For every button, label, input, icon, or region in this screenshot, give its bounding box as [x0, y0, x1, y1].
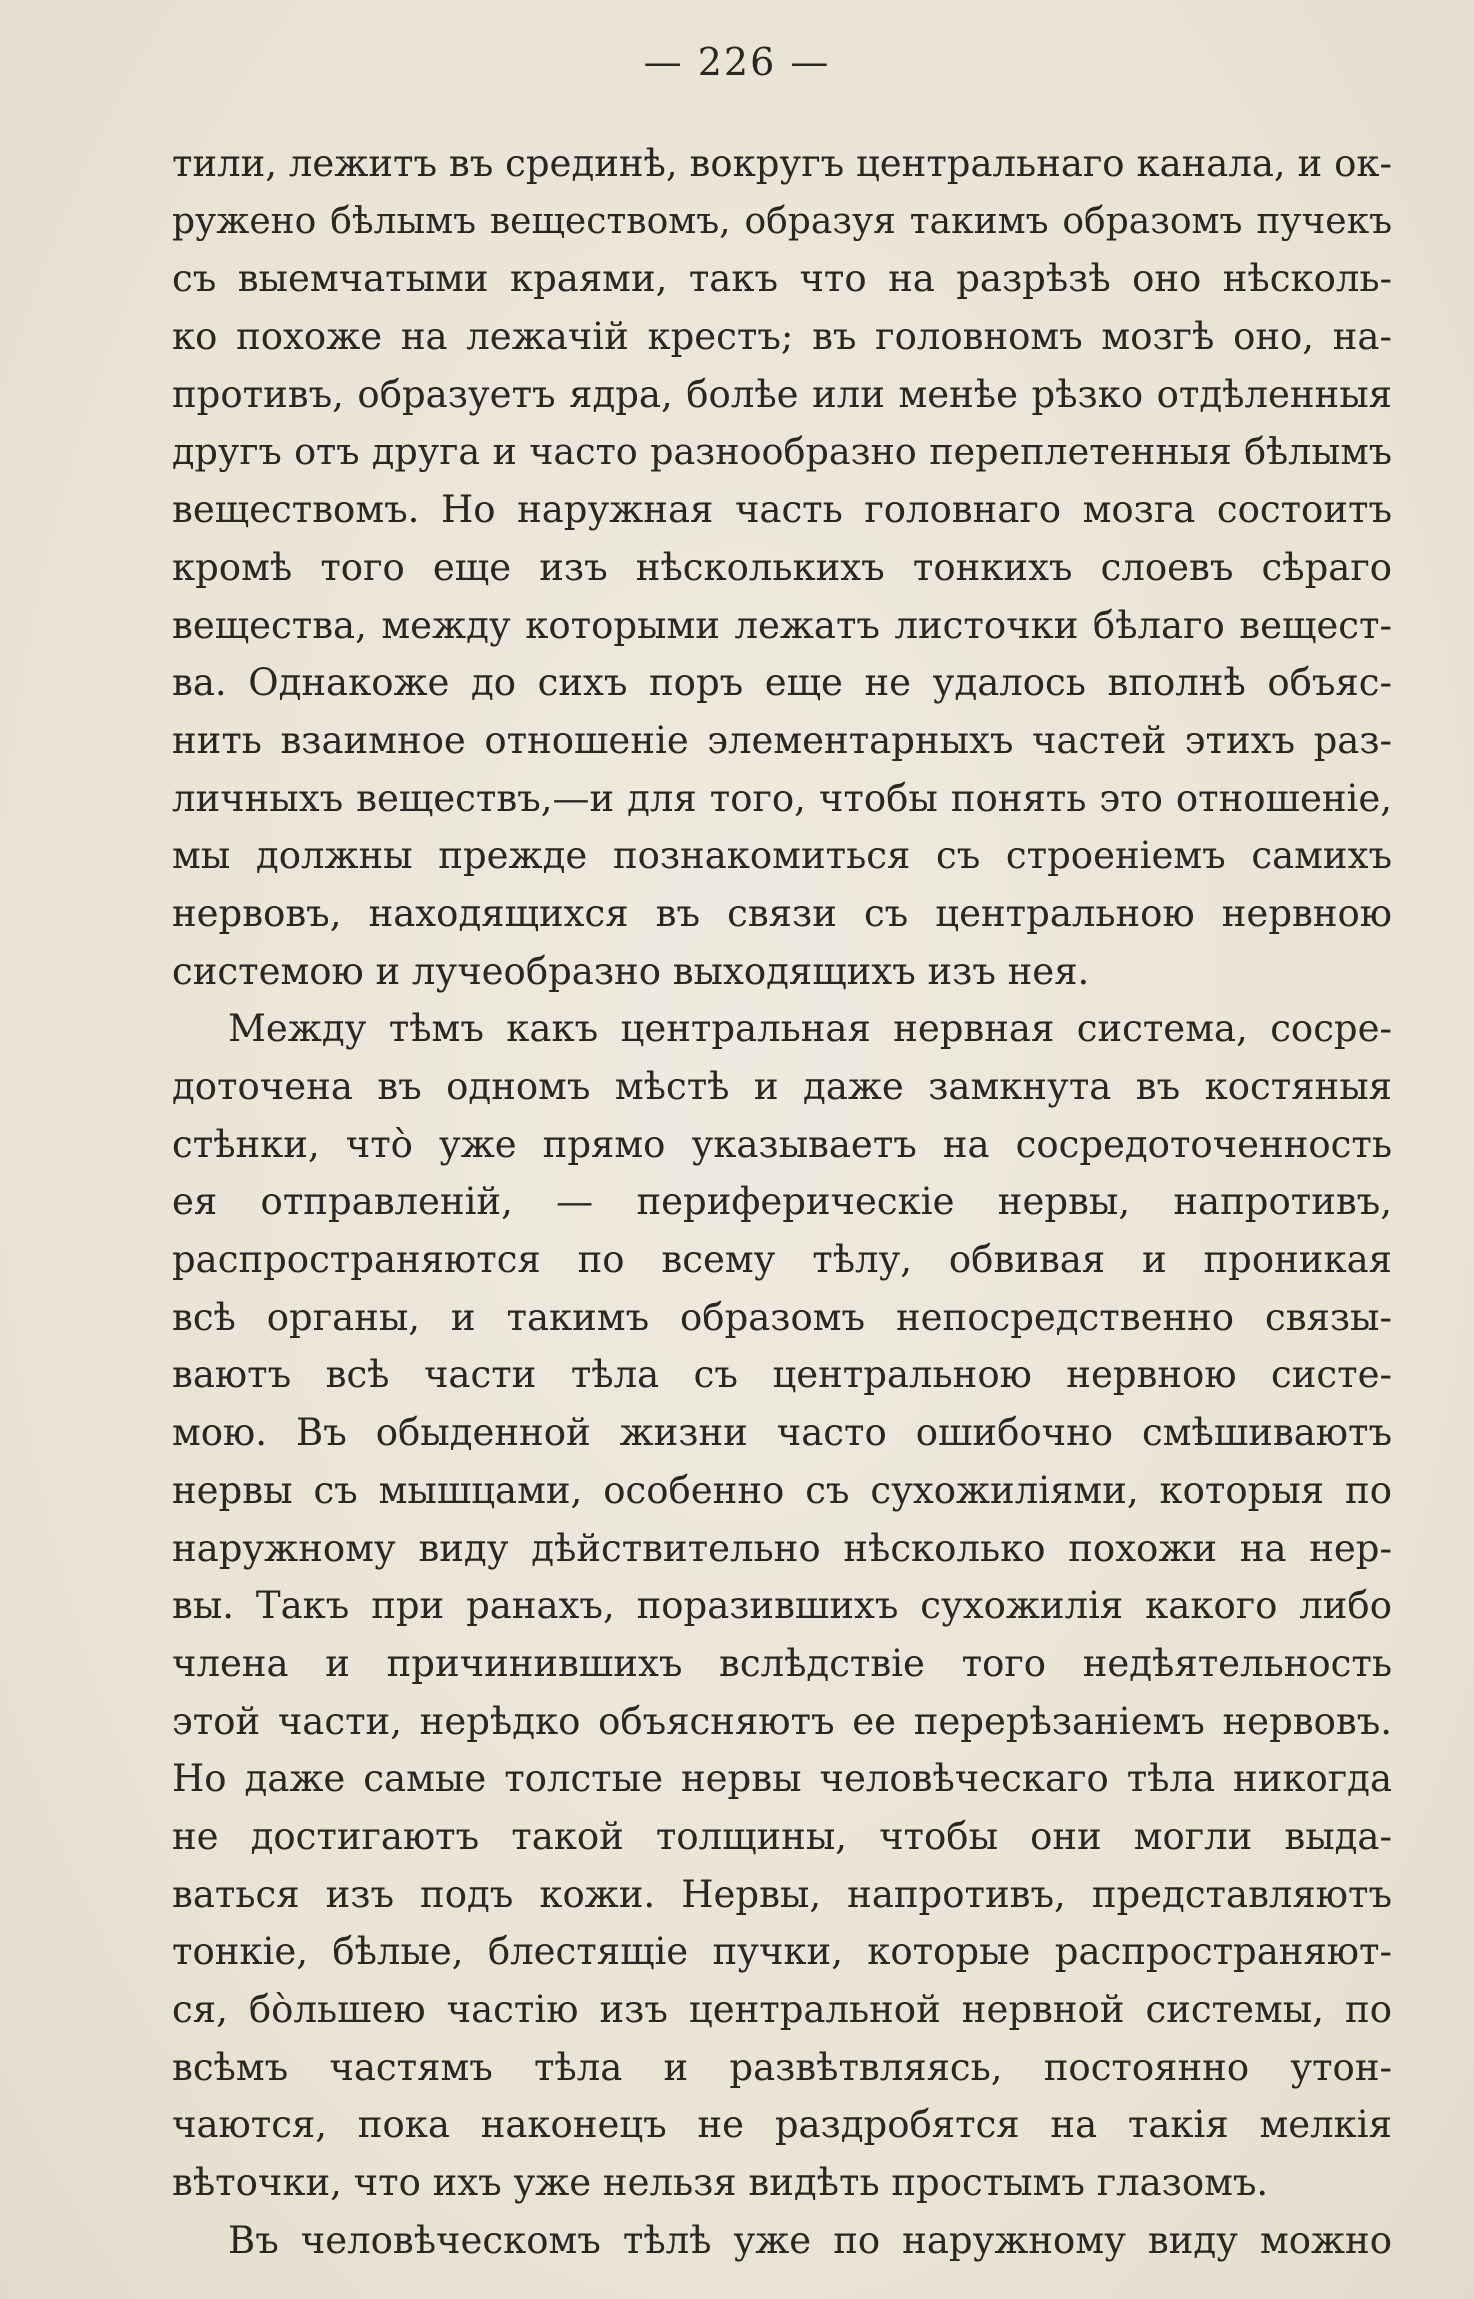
text-line: Между тѣмъ какъ центральная нервная система, сосре-	[228, 1007, 1392, 1051]
text-line: члена и причинившихъ вслѣдствіе того недѣятельность	[172, 1641, 1392, 1685]
text-line: Въ человѣческомъ тѣлѣ уже по наружному виду можно	[228, 2218, 1392, 2262]
text-line: распространяются по всему тѣлу, обвивая и проникая	[172, 1238, 1392, 1282]
text-line: чаются, пока наконецъ не раздробятся на такія мелкія	[172, 2103, 1392, 2147]
body-text	[172, 135, 1392, 2269]
text-line: мою. Въ обыденной жизни часто ошибочно смѣшиваютъ	[172, 1411, 1392, 1455]
text-line: ко похоже на лежачій крестъ; въ головномъ мозгѣ оно, на-	[172, 315, 1392, 359]
text-line: ваютъ всѣ части тѣла съ центральною нервною систе-	[172, 1353, 1392, 1397]
text-line: не достигаютъ такой толщины, чтобы они могли выда-	[172, 1814, 1392, 1858]
text-line: личныхъ веществъ,—и для того, чтобы понять это отношеніе,	[172, 776, 1392, 820]
text-line: этой части, нерѣдко объясняютъ ее перерѣзаніемъ нервовъ.	[172, 1699, 1392, 1743]
page-number: — 226 —	[643, 40, 831, 84]
text-line: системою и лучеобразно выходящихъ изъ нея.	[172, 949, 1090, 993]
text-line: нить взаимное отношеніе элементарныхъ частей этихъ раз-	[172, 718, 1392, 762]
text-line: вѣточки, что ихъ уже нельзя видѣть простымъ глазомъ.	[172, 2161, 1269, 2205]
text-line: нервовъ, находящихся въ связи съ центральною нервною	[172, 891, 1392, 935]
text-line: стѣнки, что̀ уже прямо указываетъ на сосредоточенность	[172, 1122, 1392, 1166]
text-line: тили, лежитъ въ срединѣ, вокругъ центральнаго канала, и ок-	[172, 142, 1392, 185]
text-line: ва. Однакоже до сихъ поръ еще не удалось вполнѣ объяс-	[172, 661, 1392, 705]
text-line: вещества, между которыми лежатъ листочки бѣлаго вещест-	[172, 603, 1392, 647]
text-line: съ выемчатыми краями, такъ что на разрѣзѣ оно нѣсколь-	[172, 257, 1392, 301]
text-line: ея отправленій, — периферическіе нервы, напротивъ,	[172, 1180, 1392, 1224]
text-line: наружному виду дѣйствительно нѣсколько похожи на нер-	[172, 1526, 1392, 1570]
text-line: ваться изъ подъ кожи. Нервы, напротивъ, представляютъ	[172, 1872, 1392, 1916]
text-line: всѣмъ частямъ тѣла и развѣтвляясь, постоянно утон-	[172, 2045, 1392, 2089]
text-line: тонкіе, бѣлые, блестящіе пучки, которые распространяют-	[172, 1930, 1392, 1974]
text-line: противъ, образуетъ ядра, болѣе или менѣе рѣзко отдѣленныя	[172, 372, 1392, 416]
text-line: доточена въ одномъ мѣстѣ и даже замкнута въ костяныя	[172, 1065, 1392, 1108]
text-line: ружено бѣлымъ веществомъ, образуя такимъ образомъ пучекъ	[172, 200, 1392, 242]
text-line: Но даже самые толстые нервы человѣческаго тѣла никогда	[172, 1757, 1392, 1801]
text-line: кромѣ того еще изъ нѣсколькихъ тонкихъ слоевъ сѣраго	[172, 545, 1392, 589]
text-line: вы. Такъ при ранахъ, поразившихъ сухожилія какого либо	[172, 1584, 1392, 1628]
text-line: всѣ органы, и такимъ образомъ непосредственно связы-	[172, 1295, 1392, 1339]
text-line: другъ отъ друга и часто разнообразно переплетенныя бѣлымъ	[172, 430, 1392, 474]
text-line: нервы съ мышцами, особенно съ сухожиліями, которыя по	[172, 1468, 1392, 1512]
text-line: мы должны прежде познакомиться съ строеніемъ самихъ	[172, 834, 1392, 878]
text-line: веществомъ. Но наружная часть головнаго мозга состоитъ	[172, 488, 1392, 532]
text-line: ся, бо̀льшею частію изъ центральной нервной системы, по	[172, 1988, 1392, 2031]
